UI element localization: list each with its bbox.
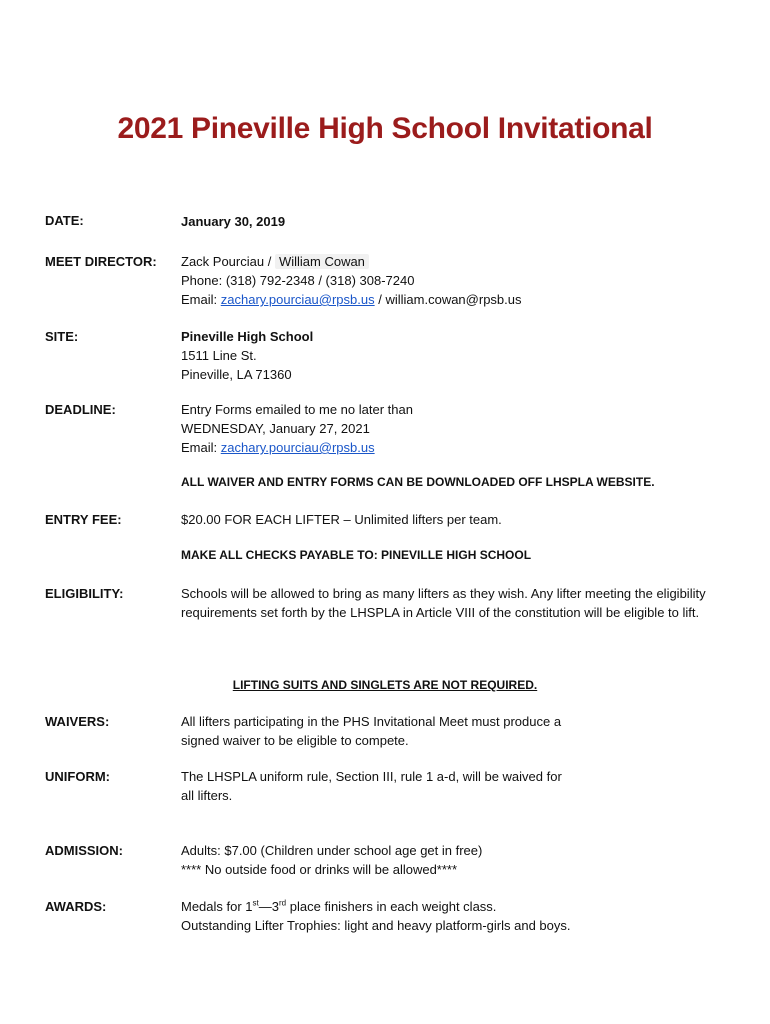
admission-block [181, 841, 741, 879]
entry-fee-label: ENTRY FEE: [45, 512, 122, 527]
deadline-label: DEADLINE: [45, 402, 116, 417]
site-label: SITE: [45, 329, 79, 344]
awards-sup2: rd [279, 898, 287, 908]
deadline-line1: Entry Forms emailed to me no later than [181, 402, 413, 417]
forms-notice: ALL WAIVER AND ENTRY FORMS CAN BE DOWNLOADED OFF LHSPLA WEBSITE. [181, 475, 655, 489]
uniform-line1: The LHSPLA uniform rule, Section III, rule 1 a-d, will be waived for [181, 769, 562, 784]
uniform-line2: all lifters. [181, 788, 233, 803]
waivers-block [181, 712, 741, 750]
director-names [181, 252, 741, 271]
site-city: Pineville, LA 71360 [181, 367, 292, 382]
site-street: 1511 Line St. [181, 348, 257, 363]
admission-line1: Adults: $7.00 (Children under school age get in free) [181, 843, 483, 858]
eligibility-label: ELIGIBILITY: [45, 586, 124, 601]
checks-notice: MAKE ALL CHECKS PAYABLE TO: PINEVILLE HIGH SCHOOL [181, 548, 532, 562]
director-email-line [181, 290, 741, 309]
page-title: 2021 Pineville High School Invitational [117, 112, 653, 145]
uniform-label: UNIFORM: [45, 769, 110, 784]
director-name-primary: Zack Pourciau / [181, 254, 272, 269]
meet-director-label: MEET DIRECTOR: [45, 254, 157, 269]
awards-block [181, 897, 741, 935]
uniform-block [181, 767, 741, 805]
admission-line2: **** No outside food or drinks will be allowed**** [181, 862, 458, 877]
deadline-line2: WEDNESDAY, January 27, 2021 [181, 421, 370, 436]
suits-notice: LIFTING SUITS AND SINGLETS ARE NOT REQUIRED. [232, 678, 538, 692]
awards-line2: Outstanding Lifter Trophies: light and heavy platform-girls and boys. [181, 918, 571, 933]
deadline-email-link[interactable]: zachary.pourciau@rpsb.us [220, 440, 375, 455]
email-prefix: Email: [181, 292, 218, 307]
waivers-line1: All lifters participating in the PHS Invitational Meet must produce a [181, 714, 562, 729]
director-email-secondary: / william.cowan@rpsb.us [378, 292, 522, 307]
site-name: Pineville High School [181, 329, 314, 344]
awards-sup1: st [252, 898, 259, 908]
admission-label: ADMISSION: [45, 843, 123, 858]
awards-label: AWARDS: [45, 899, 107, 914]
waivers-line2: signed waiver to be eligible to compete. [181, 733, 409, 748]
awards-dash: —3 [258, 899, 280, 914]
awards-line1 [181, 897, 741, 916]
date-label: DATE: [45, 213, 84, 228]
deadline-email-line [181, 438, 741, 457]
deadline-block [181, 400, 741, 457]
awards-medals-b: place finishers in each weight class. [286, 899, 497, 914]
eligibility-value: Schools will be allowed to bring as many lifters as they wish. Any lifter meeting the eligibility requirements set forth by the LHSPLA in Article VIII of the constitution will be eligible to lift. [181, 586, 706, 620]
director-phone: Phone: (318) 792-2348 / (318) 308-7240 [181, 273, 415, 288]
entry-fee-value: $20.00 FOR EACH LIFTER – Unlimited lifters per team. [181, 512, 502, 527]
meet-director-block [181, 252, 741, 309]
awards-medals-a: Medals for 1 [181, 899, 253, 914]
waivers-label: WAIVERS: [45, 714, 110, 729]
director-name-secondary: William Cowan [275, 254, 369, 269]
date-value: January 30, 2019 [181, 214, 286, 229]
director-email-link[interactable]: zachary.pourciau@rpsb.us [220, 292, 375, 307]
site-block [181, 327, 741, 384]
email-prefix: Email: [181, 440, 218, 455]
